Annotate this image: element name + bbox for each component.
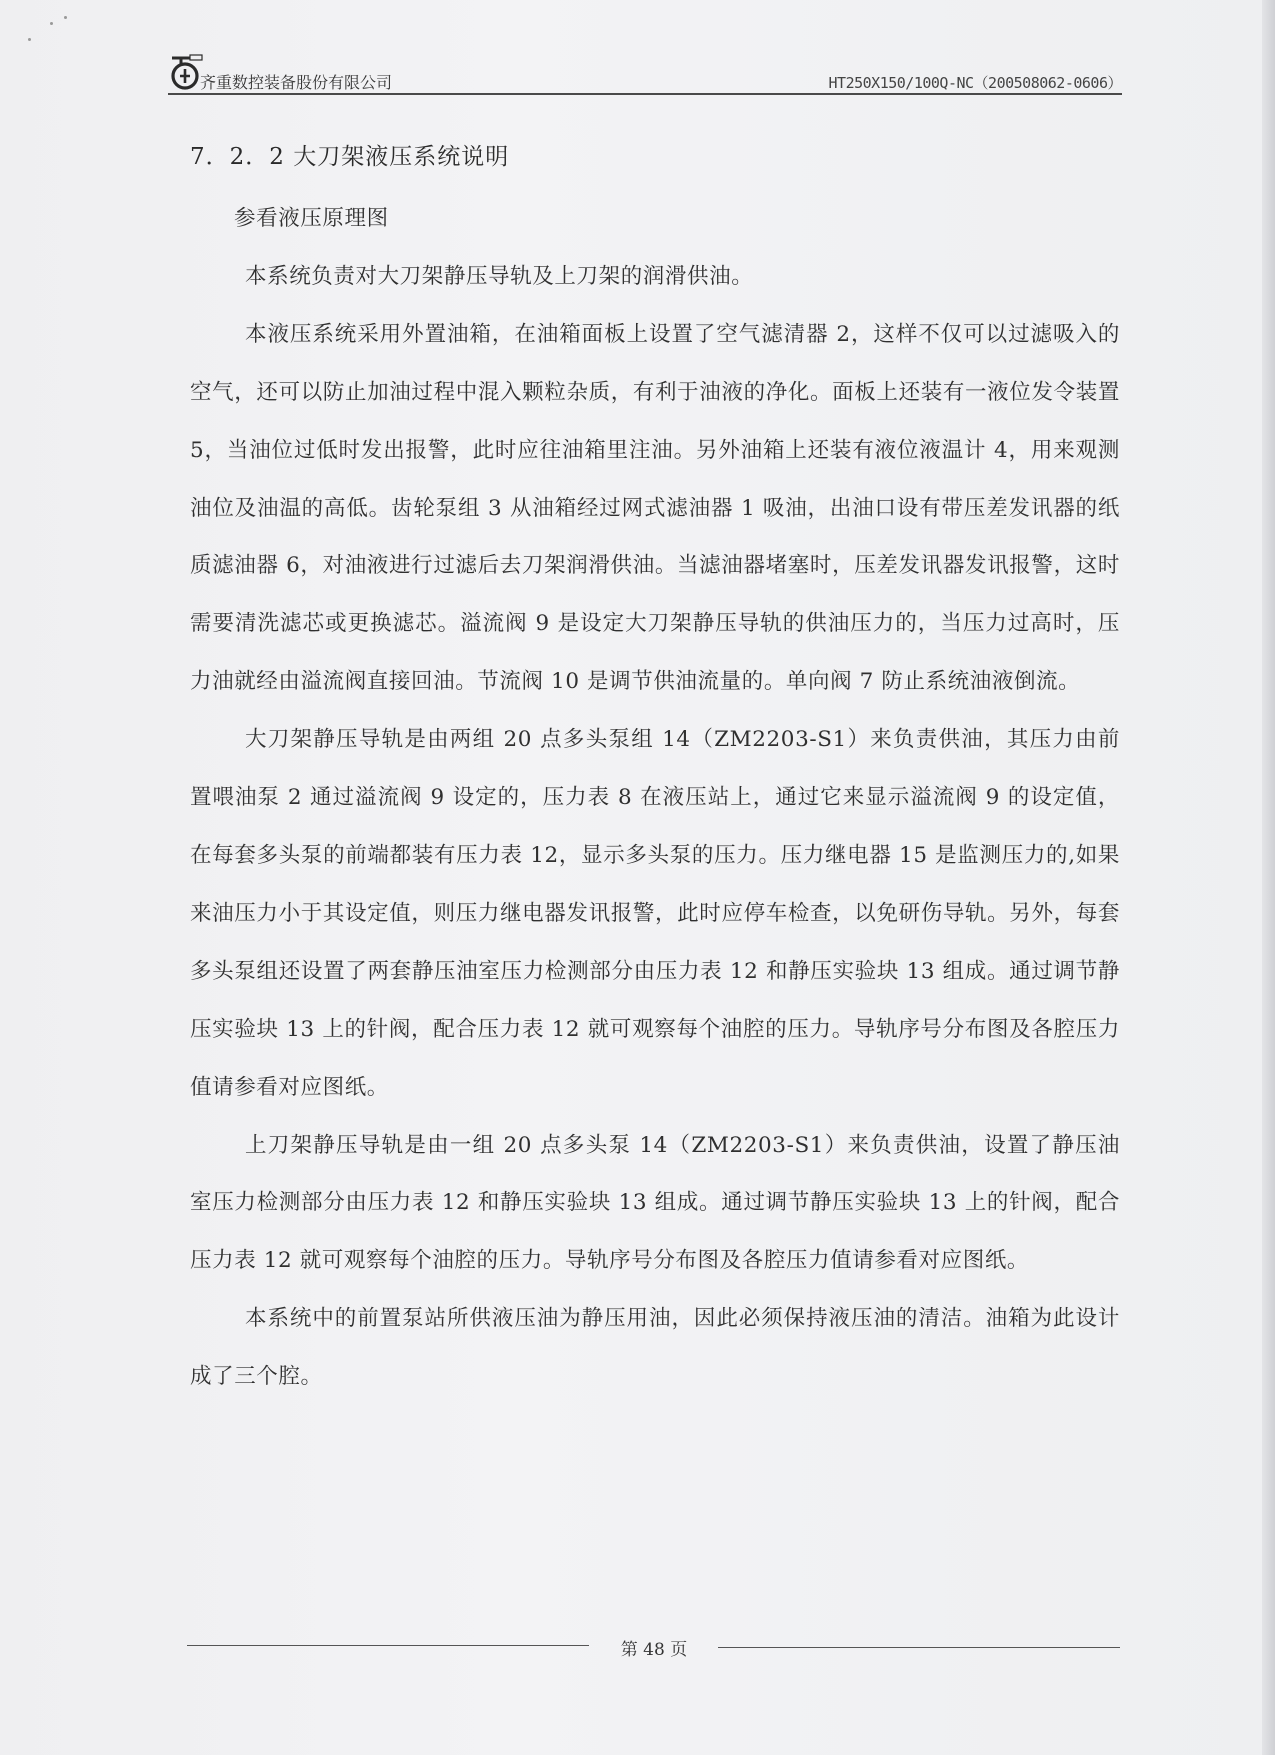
page-edge-shadow: [1262, 0, 1275, 1755]
page-header: [168, 52, 1122, 96]
company-name: 齐重数控装备股份有限公司: [200, 73, 393, 92]
reference-line: 参看液压原理图: [234, 206, 389, 231]
section-heading: 7．2．2 大刀架液压系统说明: [190, 144, 510, 170]
paragraph-large-carriage-guide: 大刀架静压导轨是由两组 20 点多头泵组 14（ZM2203-S1）来负责供油，其压力由前置喂油泵 2 通过溢流阀 9 设定的，压力表 8 在液压站上，通过它来显示溢流阀 9 的设定值，在每套多头泵的前端都装有压力表 12，显示多头泵的压力。压力继电器 15 是监测压力的,如果来油压力小于其设定值，则压力继电器发讯报警，此时应停车检查，以免研伤导轨。另外，每套多头泵组还设置了两套静压油室压力检测部分由压力表 12 和静压实验块 13 组成。通过调节静压实验块 13 上的针阀，配合压力表 12 就可观察每个油腔的压力。导轨序号分布图及各腔压力值请参看对应图纸。: [190, 727, 1120, 1100]
document-id: HT250X150/100Q-NC（200508062-0606）: [828, 74, 1122, 92]
paragraph-upper-carriage-guide: 上刀架静压导轨是由一组 20 点多头泵 14（ZM2203-S1）来负责供油，设置了静压油室压力检测部分由压力表 12 和静压实验块 13 组成。通过调节静压实验块 13 上的针阀，配合压力表 12 就可观察每个油腔的压力。导轨序号分布图及各腔压力值请参看对应图纸。: [190, 1132, 1120, 1274]
scan-speck: [50, 22, 53, 25]
page-number: 第 48 页: [620, 1640, 688, 1660]
paragraph-system-purpose: 本系统负责对大刀架静压导轨及上刀架的润滑供油。: [245, 263, 754, 289]
footer-divider-left: [187, 1645, 589, 1646]
paragraph-oil-cleanliness: 本系统中的前置泵站所供液压油为静压用油，因此必须保持液压油的清洁。油箱为此设计成了三个腔。: [190, 1306, 1120, 1390]
header-divider: [168, 93, 1122, 95]
footer-divider-right: [718, 1647, 1120, 1648]
scan-speck: [28, 38, 31, 41]
body-text: [190, 190, 1120, 1406]
scan-speck: [64, 16, 67, 19]
paragraph-oil-tank: 本液压系统采用外置油箱，在油箱面板上设置了空气滤清器 2，这样不仅可以过滤吸入的空气，还可以防止加油过程中混入颗粒杂质，有利于油液的净化。面板上还装有一液位发令装置 5，当油位过低时发出报警，此时应往油箱里注油。另外油箱上还装有液位液温计 4，用来观测油位及油温的高低。齿轮泵组 3 从油箱经过网式滤油器 1 吸油，出油口设有带压差发讯器的纸质滤油器 6，对油液进行过滤后去刀架润滑供油。当滤油器堵塞时，压差发讯器发讯报警，这时需要清洗滤芯或更换滤芯。溢流阀 9 是设定大刀架静压导轨的供油压力的，当压力过高时，压力油就经由溢流阀直接回油。节流阀 10 是调节供油流量的。单向阀 7 防止系统油液倒流。: [190, 321, 1120, 695]
